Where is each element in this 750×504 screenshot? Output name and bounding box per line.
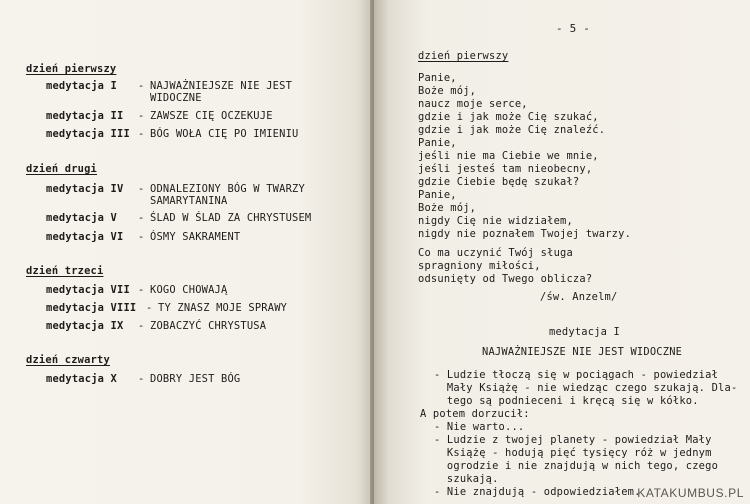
- body-line: - Nie znajdują - odpowiedziałem.: [434, 486, 641, 498]
- toc-dash: -: [138, 80, 145, 92]
- body-line: - Ludzie tłoczą się w pociągach - powiedział: [434, 369, 719, 381]
- prayer-line: Boże mój,: [418, 85, 477, 97]
- day-heading-1: dzień pierwszy: [26, 63, 117, 75]
- page-number: - 5 -: [556, 22, 591, 35]
- toc-label: medytacja VI: [46, 231, 124, 243]
- toc-dash: -: [138, 320, 145, 332]
- day-heading: dzień pierwszy: [418, 50, 509, 62]
- toc-label: medytacja VIII: [46, 302, 137, 314]
- body-line: - Ludzie z twojej planety - powiedział Mały: [434, 434, 712, 446]
- meditation-heading: medytacja I: [549, 326, 621, 338]
- toc-label: medytacja I: [46, 80, 118, 92]
- day-heading-3: dzień trzeci: [26, 265, 104, 277]
- toc-label: medytacja VII: [46, 284, 130, 296]
- prayer-line: Panie,: [418, 72, 457, 84]
- prayer-line: jeśli jesteś tam nieobecny,: [418, 163, 593, 175]
- prayer-line: Panie,: [418, 189, 457, 201]
- toc-title: ÓSMY SAKRAMENT: [150, 231, 241, 243]
- left-page: [0, 0, 372, 504]
- toc-label: medytacja III: [46, 128, 130, 140]
- body-line: Mały Książę - nie wiedząc czego szukają. Dla-: [434, 382, 738, 394]
- watermark: KATAKUMBUS.PL: [637, 486, 744, 500]
- prayer-line: nigdy nie poznałem Twojej twarzy.: [418, 228, 632, 240]
- prayer-line: naucz moje serce,: [418, 98, 528, 110]
- toc-dash: -: [138, 183, 145, 195]
- prayer-line: Co ma uczynić Twój sługa: [418, 247, 573, 259]
- toc-title: ODNALEZIONY BÓG W TWARZY: [150, 183, 305, 195]
- toc-dash: -: [138, 231, 145, 243]
- toc-dash: -: [138, 128, 145, 140]
- prayer-line: spragniony miłości,: [418, 260, 541, 272]
- prayer-line: gdzie i jak może Cię znaleźć.: [418, 124, 606, 136]
- body-line: szukają.: [434, 473, 499, 485]
- toc-title: ZAWSZE CIĘ OCZEKUJE: [150, 110, 273, 122]
- right-page: [374, 0, 750, 504]
- toc-title: BÓG WOŁA CIĘ PO IMIENIU: [150, 128, 299, 140]
- toc-dash: -: [146, 302, 153, 314]
- body-line: - Nie warto...: [434, 421, 525, 433]
- day-heading-2: dzień drugi: [26, 163, 98, 175]
- prayer-line: gdzie Ciebie będę szukał?: [418, 176, 580, 188]
- prayer-line: nigdy Cię nie widziałem,: [418, 215, 573, 227]
- meditation-title: NAJWAŻNIEJSZE NIE JEST WIDOCZNE: [482, 346, 683, 358]
- day-heading-4: dzień czwarty: [26, 354, 110, 366]
- prayer-line: Panie,: [418, 137, 457, 149]
- toc-title: ŚLAD W ŚLAD ZA CHRYSTUSEM: [150, 212, 312, 224]
- prayer-line: odsunięty od Twego oblicza?: [418, 273, 593, 285]
- toc-dash: -: [138, 373, 145, 385]
- prayer-line: jeśli nie ma Ciebie we mnie,: [418, 150, 599, 162]
- body-line: A potem dorzucił:: [420, 408, 530, 420]
- body-line: Książę - hodują pięć tysięcy róż w jednym: [434, 447, 712, 459]
- body-line: tego są podnieceni i kręcą się w kółko.: [434, 395, 699, 407]
- toc-title: TY ZNASZ MOJE SPRAWY: [158, 302, 288, 314]
- toc-label: medytacja V: [46, 212, 118, 224]
- toc-title: ZOBACZYĆ CHRYSTUSA: [150, 320, 267, 332]
- prayer-line: Boże mój,: [418, 202, 477, 214]
- toc-title: NAJWAŻNIEJSZE NIE JEST: [150, 80, 293, 92]
- prayer-line: gdzie i jak może Cię szukać,: [418, 111, 599, 123]
- toc-title-cont: SAMARYTANINA: [150, 195, 228, 207]
- toc-label: medytacja IX: [46, 320, 124, 332]
- toc-label: medytacja X: [46, 373, 118, 385]
- toc-title: DOBRY JEST BÓG: [150, 373, 241, 385]
- toc-dash: -: [138, 284, 145, 296]
- attribution: /św. Anzelm/: [540, 291, 618, 303]
- toc-label: medytacja II: [46, 110, 124, 122]
- toc-title-cont: WIDOCZNE: [150, 92, 202, 104]
- toc-dash: -: [138, 212, 145, 224]
- body-line: ogrodzie i nie znajdują w nich tego, czego: [434, 460, 719, 472]
- toc-label: medytacja IV: [46, 183, 124, 195]
- toc-dash: -: [138, 110, 145, 122]
- toc-title: KOGO CHOWAJĄ: [150, 284, 228, 296]
